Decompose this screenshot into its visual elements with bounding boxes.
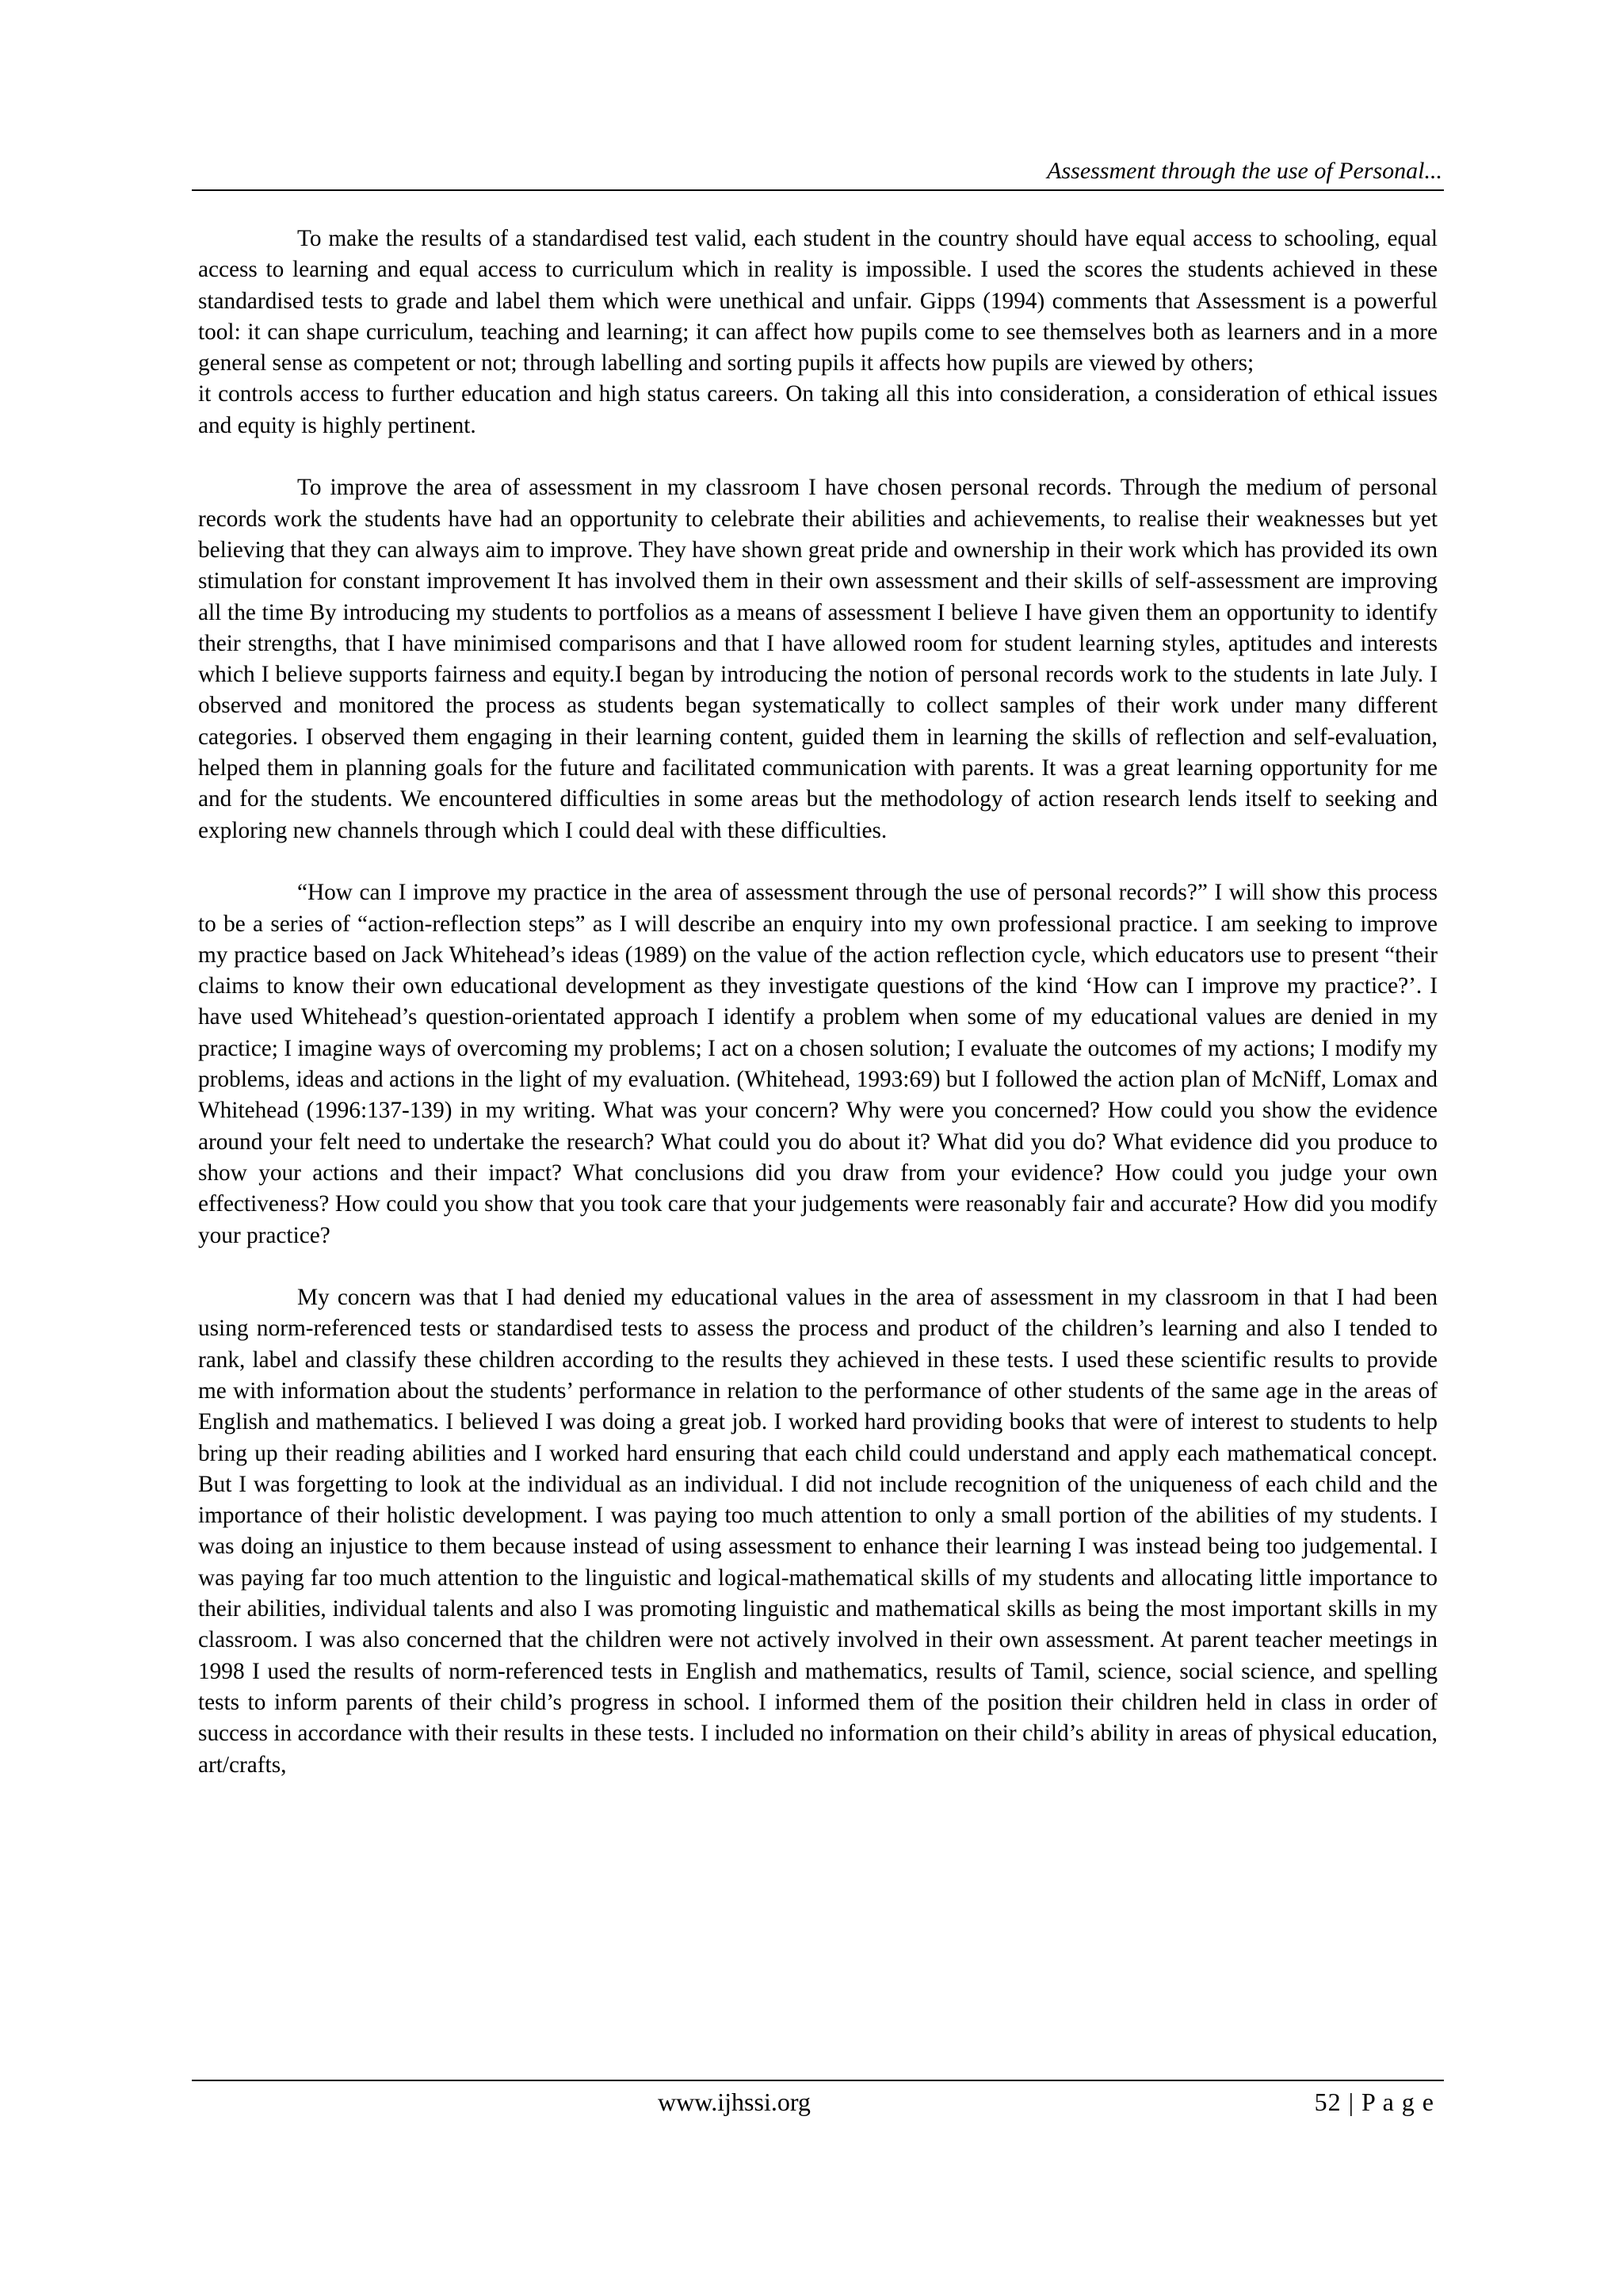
article-body: [198, 223, 1438, 1812]
header-rule: [192, 189, 1444, 191]
paragraph-my-concern: My concern was that I had denied my educational values in the area of assessment in my classroom in that I had been using norm-referenced tests or standardised tests to assess the process and product of the children’s learning and also I tended to rank, label and classify these children according to the results they achieved in these tests. I used these scientific results to provide me with information about the students’ performance in relation to the performance of other students of the same age in the areas of English and mathematics. I believed I was doing a great job. I worked hard providing books that were of interest to students to help bring up their reading abilities and I worked hard ensuring that each child could understand and apply each mathematical concept. But I was forgetting to look at the individual as an individual. I did not include recognition of the uniqueness of each child and the importance of their holistic development. I was paying too much attention to only a small portion of the abilities of my students. I was doing an injustice to them because instead of using assessment to enhance their learning I was instead being too judgemental. I was paying far too much attention to the linguistic and logical-mathematical skills of my students and allocating little importance to their abilities, individual talents and also I was promoting linguistic and mathematical skills as being the most important skills in my classroom. I was also concerned that the children were not actively involved in their own assessment. At parent teacher meetings in 1998 I used the results of norm-referenced tests in English and mathematics, results of Tamil, science, social science, and spelling tests to inform parents of their child’s progress in school. I informed them of the position their children held in class in order of success in accordance with their results in these tests. I included no information on their child’s ability in areas of physical education, art/crafts,: [198, 1285, 1438, 1778]
paragraph-equal-access: To make the results of a standardised test valid, each student in the country should have equal access to schooling, equal access to learning and equal access to curriculum which in reality is impossible. I used the scores the students achieved in these standardised tests to grade and label them which were unethical and unfair. Gipps (1994) comments that Assessment is a powerful tool: it can shape curriculum, teaching and learning; it can affect how pupils come to see themselves both as learners and in a more general sense as competent or not; through labelling and sorting pupils it affects how pupils are viewed by others;: [198, 226, 1438, 376]
paragraph-research-question: “How can I improve my practice in the area of assessment through the use of personal records?” I will show this process to be a series of “action-reflection steps” as I will describe an enquiry into my own professional practice. I am seeking to improve my practice based on Jack Whitehead’s ideas (1989) on the value of the action reflection cycle, which educators use to present “their claims to know their own educational development as they investigate questions of the kind ‘How can I improve my practice?’. I have used Whitehead’s question-orientated approach I identify a problem when some of my educational values are denied in my practice; I imagine ways of overcoming my problems; I act on a chosen solution; I evaluate the outcomes of my actions; I modify my problems, ideas and actions in the light of my evaluation. (Whitehead, 1993:69) but I followed the action plan of McNiff, Lomax and Whitehead (1996:137-139) in my writing. What was your concern? Why were you concerned? How could you show the evidence around your felt need to undertake the research? What could you do about it? What did you do? What evidence did you produce to show your actions and their impact? What conclusions did you draw from your evidence? How could you judge your own effectiveness? How could you show that you took care that your judgements were reasonably fair and accurate? How did you modify your practice?: [198, 880, 1438, 1248]
footer-rule: [192, 2080, 1444, 2081]
paragraph-personal-records: To improve the area of assessment in my classroom I have chosen personal records. Through the medium of personal records work the students have had an opportunity to celebrate their abilities and achievements, to realise their weaknesses but yet believing that they can always aim to improve. They have shown great pride and ownership in their work which has provided its own stimulation for constant improvement It has involved them in their own assessment and their skills of self-assessment are improving all the time By introducing my students to portfolios as a means of assessment I believe I have given them an opportunity to identify their strengths, that I have minimised comparisons and that I have allowed room for student learning styles, aptitudes and interests which I believe supports fairness and equity.I began by introducing the notion of personal records work to the students in late July. I observed and monitored the process as students began systematically to collect samples of their work under many different categories. I observed them engaging in their learning content, guided them in learning the skills of reflection and self-evaluation, helped them in planning goals for the future and facilitated communication with parents. It was a great learning opportunity for me and for the students. We encountered difficulties in some areas but the methodology of action research lends itself to seeking and exploring new channels through which I could deal with these difficulties.: [198, 475, 1438, 843]
footer-journal-url: www.ijhssi.org: [658, 2088, 811, 2116]
running-header-title: Assessment through the use of Personal...: [1047, 158, 1442, 184]
paragraph-equal-access-continued: it controls access to further education and high status careers. On taking all this into consideration, a consideration of ethical issues and equity is highly pertinent.: [198, 381, 1438, 438]
footer-page-number: 52 | P a g e: [1314, 2088, 1434, 2116]
